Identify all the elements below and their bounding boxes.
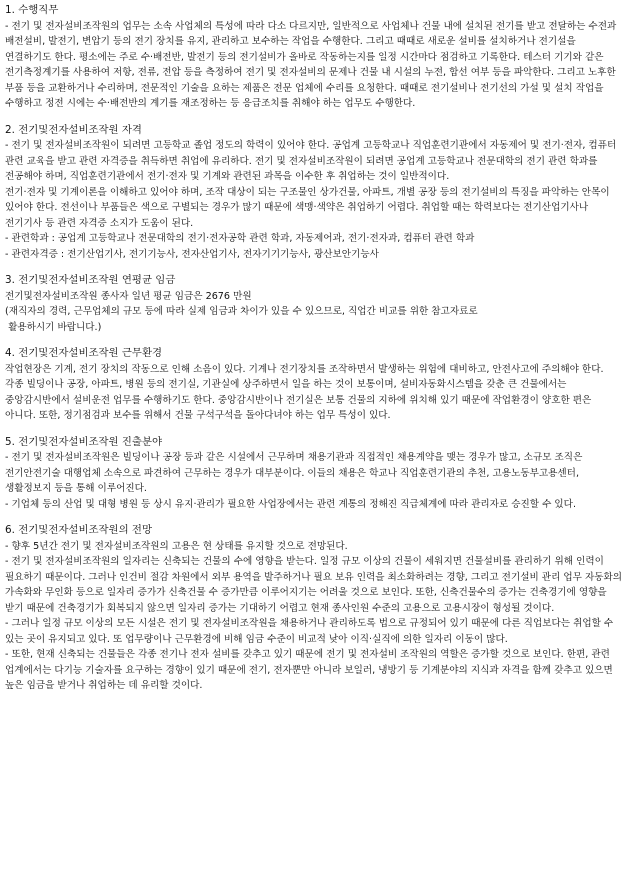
- section-duties: [5, 3, 624, 112]
- section-title: 5. 전기및전자설비조작원 진출분야: [5, 435, 163, 448]
- section-title: 3. 전기및전자설비조작원 연평균 임금: [5, 274, 176, 286]
- section-career-fields: [5, 435, 624, 513]
- section-body: - 향후 5년간 전기 및 전자설비조작원의 고용은 현 상태를 유지할 것으로 전망된다. - 전기 및 전자설비조작원의 일자리는 신축되는 건물의 수에 영향을 받는다. 일정 규모 이상의 건물이 세워지면 건물설비를 관리하기 위해 인력이 필요하기 때문이다. 그러나 인건비 절감 차원에서 외부 용역을 발주하거나 필요 보유 인력을 최소화하려는 경향, 그리고 전기설비 관리 업무 자동화의 가속화와 무인화 등으로 일자리 증가가 신축건물 수 증가만큼 이루어지기는 어려울 것으로 보인다. 또한, 신축건물수의 증가는 건축경기에 영향을 받기 때문에 건축경기가 회복되지 않으면 일자리 증가는 기대하기 어렵고 현재 종사인원 수준의 고용으로 고용시장이 형성될 것이다. - 그러나 일정 규모 이상의 모든 시설은 전기 및 전자설비조작원을 채용하거나 관리하도록 법으로 규정되어 있기 때문에 다른 직업보다는 취업할 수 있는 곳이 유지되고 있다. 또 업무량이나 근무환경에 비해 임금 수준이 비교적 낮아 이직·실직에 의한 일자리 이동이 많다. - 또한, 현재 신축되는 건물들은 각종 전기나 전자 설비를 갖추고 있기 때문에 전기 및 전자설비 조작원의 역할은 증가할 것으로 보인다. 한편, 관련 업계에서는 다기능 기술자를 요구하는 경향이 있기 때문에 전기, 전자뿐만 아니라 보일러, 냉방기 등 기계분야의 지식과 자격을 함께 갖추고 있으면 높은 임금을 받거나 취업하는 데 유리할 것이다.: [5, 540, 623, 691]
- section-outlook: [5, 523, 624, 694]
- section-body: - 전기 및 전자설비조작원의 업무는 소속 사업체의 특성에 따라 다소 다르지만, 일반적으로 사업체나 건물 내에 설치된 전기를 받고 전달하는 수전과 배전설비, 발전기, 변압기 등의 전기 장치를 유지, 관리하고 보수하는 작업을 수행한다. 그리고 때때로 새로운 설비를 설치하거나 전기설을 연결하기도 한다. 평소에는 주로 수·배전반, 발전기 등의 전기설비가 올바로 작동하는지를 일정 시간마다 점검하고 기록한다. 테스터 기기와 같은 전기측정계기를 사용하여 저항, 전류, 전압 등을 측정하여 전기 및 전자설비의 문제나 건물 내 시설의 누전, 합선 여부 등을 파악한다. 그리고 노후한 부품 등을 교환하거나 수리하며, 전문적인 기술을 요하는 제품은 전문 업체에 수리를 요청한다. 때때로 전기설비나 전기선의 가설 및 설치 작업을 수행하고 정전 시에는 수·배전반의 계기를 재조정하는 등 응급조치를 취해야 하는 업무도 수행한다.: [5, 20, 620, 109]
- section-title: 4. 전기및전자설비조작원 근무환경: [5, 347, 163, 359]
- section-body: 작업현장은 기계, 전기 장치의 작동으로 인해 소음이 있다. 기계나 전기장치를 조작하면서 발생하는 위험에 대비하고, 안전사고에 주의해야 한다. 각종 빌딩이나 공장, 아파트, 병원 등의 전기실, 기관실에 상주하면서 일을 하는 것이 보통이며, 설비자동화시스템을 갖춘 큰 건물에서는 중앙감시반에서 설비운전 업무를 수행하기도 한다. 중앙감시반이나 전기실은 보통 건물의 지하에 위치해 있기 때문에 작업환경이 양호한 편은 아니다. 또한, 정기점검과 보수를 위해서 건물 구석구석을 돌아다녀야 하는 업무 특성이 있다.: [5, 363, 607, 421]
- section-body: 전기및전자설비조작원 종사자 일년 평균 임금은 2676 만원 (재직자의 경력, 근무업체의 규모 등에 따라 실제 임금과 차이가 있을 수 있으므로, 직업간 비교를 위한 참고자료로 활용하시기 바랍니다.): [5, 290, 478, 333]
- section-title: 1. 수행직무: [5, 4, 59, 16]
- section-salary: [5, 273, 624, 335]
- section-title: 6. 전기및전자설비조작원의 전망: [5, 524, 153, 536]
- section-title: 2. 전기및전자설비조작원 자격: [5, 123, 142, 136]
- section-body: - 전기 및 전자설비조작원이 되려면 고등학교 졸업 정도의 학력이 있어야 한다. 공업계 고등학교나 직업훈련기관에서 자동제어 및 전기·전자, 컴퓨터 관련 교육을 받고 관련 자격증을 취득하면 취업에 유리하다. 전기 및 전자설비조작원이 되려면 공업계 고등학교나 전문대학의 전기 관련 학과를 전공해야 하며, 직업훈련기관에서 전기·전자 및 기계와 관련된 과목을 이수한 후 취업하는 것이 일반적이다. 전기·전자 및 기계이론을 이해하고 있어야 하며, 조작 대상이 되는 구조물인 상가건물, 아파트, 개별 공장 등의 전기설비의 특징을 파악하는 안목이 있어야 한다. 전선이나 부품들은 색으로 구별되는 경우가 많기 때문에 색맹·색약은 취업하기 어렵다. 취업할 때는 학력보다는 전기산업기사나 전기기사 등 관련 자격증 소지가 도움이 된다. - 관련학과 : 공업계 고등학교나 전문대학의 전기·전자공학 관련 학과, 자동제어과, 전기·전자과, 컴퓨터 관련 학과 - 관련자격증 : 전기산업기사, 전기기능사, 전자산업기사, 전자기기기능사, 광산보안기능사: [5, 140, 617, 260]
- section-qualifications: [5, 123, 624, 263]
- section-body: - 전기 및 전자설비조작원은 빌딩이나 공장 등과 같은 시설에서 근무하며 채용기관과 직접적인 채용계약을 맺는 경우가 많고, 소규모 조직은 전기안전기술 대행업체 소속으로 파견하여 근무하는 경우가 대부분이다. 이들의 채용은 학교나 직업훈련기관의 추천, 고용노동부고용센터, 생활정보지 등을 통해 이루어진다. - 기업체 등의 산업 및 대형 병원 등 상시 유지·관리가 필요한 사업장에서는 관련 계통의 정해진 직급체계에 따라 관리자로 승진할 수 있다.: [5, 452, 583, 510]
- section-work-environment: [5, 346, 624, 424]
